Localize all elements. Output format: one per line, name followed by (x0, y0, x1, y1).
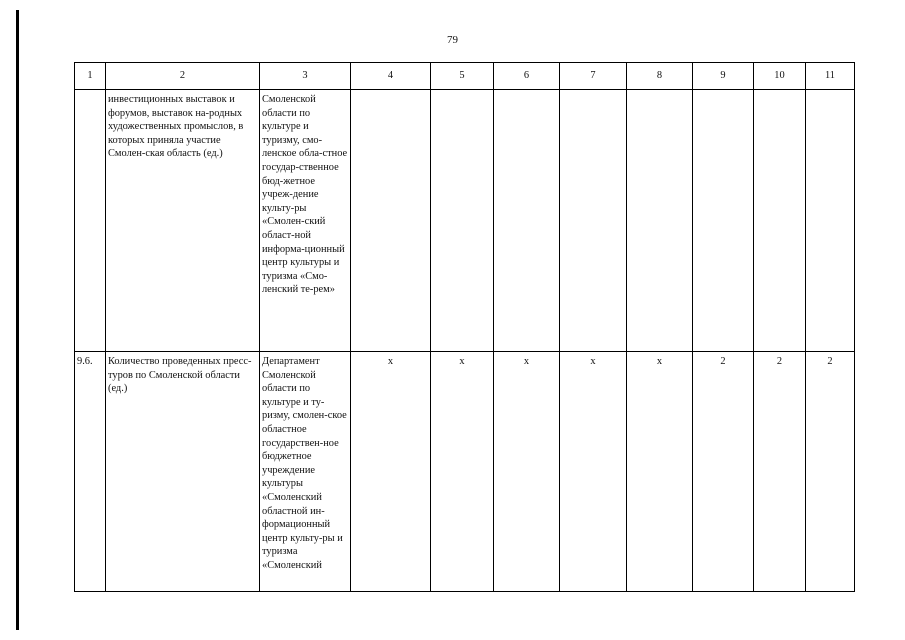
cell-col8 (627, 90, 693, 352)
cell-col4: x (351, 352, 431, 592)
cell-col6: x (494, 352, 560, 592)
cell-col11 (806, 90, 855, 352)
table-row-continued (75, 90, 855, 352)
cell-responsible: Департамент Смоленской области по культуре и ту-ризму, смолен-ское областное государствен-ное бюджетное учреждение культуры «Смоленский областной ин-формационный центр культу-ры и туризма «Смоленский (260, 352, 351, 592)
cell-responsible: Смоленской области по культуре и туризму, смо-ленское обла-стное государ-ственное бюд-жетное учреж-дение культу-ры «Смолен-ский област-ной информа-ционный центр культуры и туризма «Смо-ленский те-рем» (260, 90, 351, 352)
header-cell: 4 (351, 63, 431, 90)
header-cell: 9 (693, 63, 754, 90)
header-cell: 5 (431, 63, 494, 90)
cell-col7: x (560, 352, 627, 592)
header-cell: 11 (806, 63, 855, 90)
table-row-9-6 (75, 352, 855, 592)
cell-col10: 2 (754, 352, 806, 592)
data-table (74, 62, 855, 592)
left-margin-rule (16, 10, 19, 630)
cell-col6 (494, 90, 560, 352)
cell-col10 (754, 90, 806, 352)
header-cell: 2 (106, 63, 260, 90)
cell-col7 (560, 90, 627, 352)
header-cell: 7 (560, 63, 627, 90)
page-number: 79 (447, 34, 458, 46)
cell-number: 9.6. (75, 352, 106, 592)
header-cell: 6 (494, 63, 560, 90)
header-cell: 1 (75, 63, 106, 90)
cell-col9: 2 (693, 352, 754, 592)
table-header-row (75, 63, 855, 90)
cell-col11: 2 (806, 352, 855, 592)
cell-col8: x (627, 352, 693, 592)
cell-col5: x (431, 352, 494, 592)
cell-col4 (351, 90, 431, 352)
header-cell: 3 (260, 63, 351, 90)
header-cell: 8 (627, 63, 693, 90)
cell-col9 (693, 90, 754, 352)
cell-number (75, 90, 106, 352)
header-cell: 10 (754, 63, 806, 90)
cell-col5 (431, 90, 494, 352)
cell-indicator: инвестиционных выставок и форумов, выставок на-родных художественных промыслов, в которых приняла участие Смолен-ская область (ед.) (106, 90, 260, 352)
cell-indicator: Количество проведенных пресс-туров по Смоленской области (ед.) (106, 352, 260, 592)
